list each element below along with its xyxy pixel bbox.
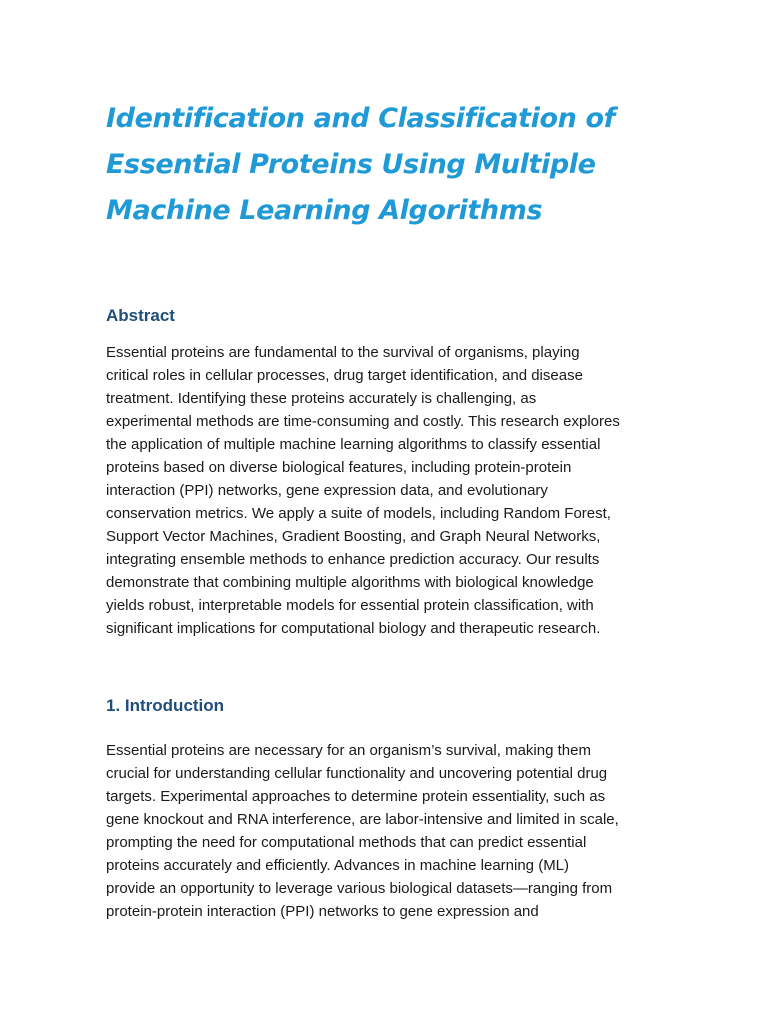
abstract-line: critical roles in cellular processes, drug target identification, and disease (106, 367, 583, 384)
abstract-line: interaction (PPI) networks, gene expression data, and evolutionary (106, 482, 548, 499)
abstract-line: experimental methods are time-consuming and costly. This research explores (106, 413, 620, 430)
title-line: Machine Learning Algorithms (106, 195, 543, 226)
abstract-line: significant implications for computational biology and therapeutic research. (106, 620, 601, 637)
abstract-line: proteins based on diverse biological features, including protein-protein (106, 459, 572, 476)
title-line: Identification and Classification of (106, 103, 615, 134)
introduction-line: targets. Experimental approaches to determine protein essentiality, such as (106, 788, 606, 805)
abstract-line: yields robust, interpretable models for essential protein classification, with (106, 597, 594, 614)
abstract-line: the application of multiple machine learning algorithms to classify essential (106, 436, 601, 453)
introduction-line: protein-protein interaction (PPI) networks to gene expression and (106, 903, 539, 920)
introduction-line: provide an opportunity to leverage various biological datasets—ranging from (106, 880, 613, 897)
title-line: Essential Proteins Using Multiple (106, 149, 596, 180)
abstract-line: Essential proteins are fundamental to the survival of organisms, playing (106, 344, 580, 361)
introduction-line: crucial for understanding cellular functionality and uncovering potential drug (106, 765, 608, 782)
abstract-line: Support Vector Machines, Gradient Boosting, and Graph Neural Networks, (106, 528, 601, 545)
abstract-line: conservation metrics. We apply a suite of models, including Random Forest, (106, 505, 611, 522)
introduction-line: prompting the need for computational methods that can predict essential (106, 834, 587, 851)
abstract-line: demonstrate that combining multiple algorithms with biological knowledge (106, 574, 594, 591)
introduction-line: Essential proteins are necessary for an organism’s survival, making them (106, 742, 591, 759)
abstract-heading: Abstract (106, 306, 175, 325)
introduction-line: proteins accurately and efficiently. Advances in machine learning (ML) (106, 857, 570, 874)
introduction-heading: 1. Introduction (106, 696, 225, 715)
introduction-paragraph (106, 739, 619, 923)
abstract-paragraph (106, 341, 620, 640)
paper-title (106, 96, 706, 234)
abstract-line: treatment. Identifying these proteins accurately is challenging, as (106, 390, 537, 407)
abstract-line: integrating ensemble methods to enhance prediction accuracy. Our results (106, 551, 600, 568)
introduction-line: gene knockout and RNA interference, are labor-intensive and limited in scale, (106, 811, 619, 828)
